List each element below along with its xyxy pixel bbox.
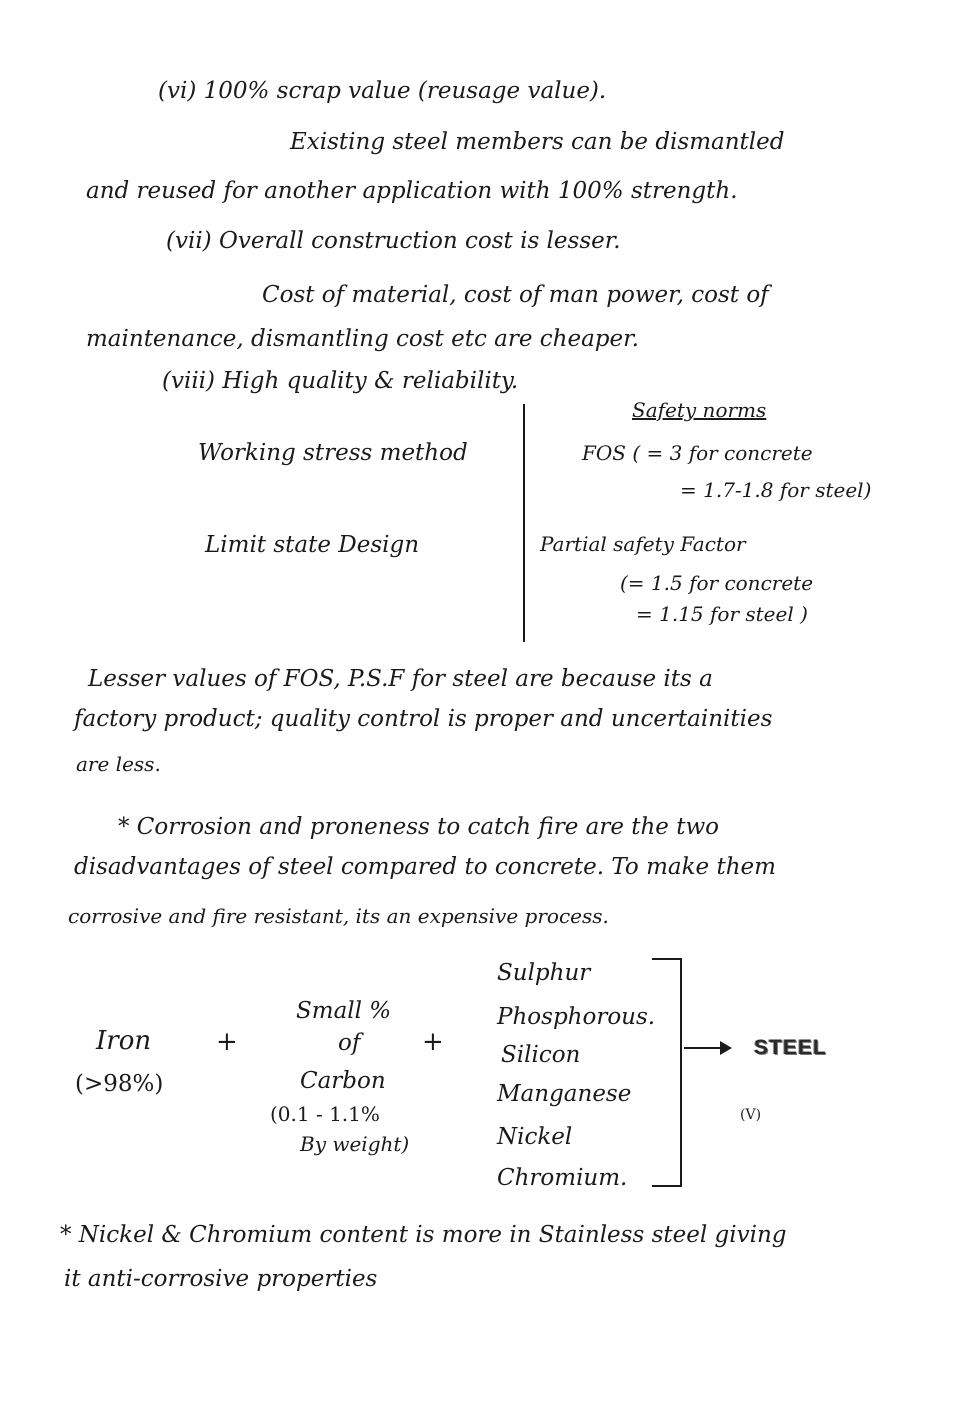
carbon-line2: of bbox=[338, 1030, 361, 1056]
para3-line2: it anti-corrosive properties bbox=[64, 1266, 378, 1292]
point-vii-line2: maintenance, dismantling cost etc are cheaper. bbox=[86, 326, 639, 352]
carbon-line1: Small % bbox=[296, 998, 392, 1024]
carbon-line4: (0.1 - 1.1% bbox=[270, 1102, 380, 1126]
point-vi-heading: (vi) 100% scrap value (reusage value). bbox=[158, 78, 607, 104]
limit-state-design: Limit state Design bbox=[205, 532, 420, 558]
element-manganese: Manganese bbox=[497, 1081, 632, 1107]
element-chromium: Chromium. bbox=[497, 1165, 628, 1191]
iron-label: Iron bbox=[96, 1026, 152, 1056]
point-vii-heading: (vii) Overall construction cost is lesser. bbox=[166, 228, 621, 254]
point-vii-line1: Cost of material, cost of man power, cost of bbox=[262, 282, 769, 308]
para1-line3: are less. bbox=[76, 752, 161, 776]
point-viii-heading: (viii) High quality & reliability. bbox=[162, 368, 519, 394]
safety-norms-header: Safety norms bbox=[632, 398, 767, 422]
para2-line3: corrosive and fire resistant, its an expensive process. bbox=[68, 904, 609, 928]
psf-steel: = 1.15 for steel ) bbox=[636, 602, 808, 626]
para1-line1: Lesser values of FOS, P.S.F for steel are because its a bbox=[88, 666, 713, 692]
steel-result: STEEL bbox=[754, 1036, 827, 1059]
plus-sign-2: + bbox=[422, 1027, 444, 1057]
para1-line2: factory product; quality control is proper and uncertainities bbox=[74, 706, 773, 732]
result-arrow bbox=[684, 1047, 730, 1049]
fos-concrete: FOS ( = 3 for concrete bbox=[582, 441, 813, 465]
partial-safety-factor: Partial safety Factor bbox=[540, 532, 746, 556]
element-silicon: Silicon bbox=[501, 1042, 581, 1068]
iron-percentage: (>98%) bbox=[75, 1071, 164, 1097]
carbon-line5: By weight) bbox=[300, 1132, 410, 1156]
psf-concrete: (= 1.5 for concrete bbox=[620, 571, 814, 595]
mark-v: (V) bbox=[740, 1107, 762, 1123]
element-phosphorous: Phosphorous. bbox=[497, 1004, 656, 1030]
fos-steel: = 1.7-1.8 for steel) bbox=[680, 478, 872, 502]
elements-bracket bbox=[652, 958, 682, 1187]
plus-sign-1: + bbox=[216, 1027, 238, 1057]
table-divider bbox=[523, 404, 525, 642]
para3-line1: * Nickel & Chromium content is more in Stainless steel giving bbox=[60, 1222, 787, 1248]
element-nickel: Nickel bbox=[497, 1124, 573, 1150]
carbon-line3: Carbon bbox=[300, 1068, 386, 1094]
element-sulphur: Sulphur bbox=[497, 960, 591, 986]
para2-line1: * Corrosion and proneness to catch fire are the two bbox=[118, 814, 719, 840]
working-stress-method: Working stress method bbox=[198, 440, 468, 466]
para2-line2: disadvantages of steel compared to concrete. To make them bbox=[74, 854, 776, 880]
point-vi-line2: and reused for another application with 100% strength. bbox=[86, 178, 738, 204]
point-vi-line1: Existing steel members can be dismantled bbox=[290, 129, 785, 155]
